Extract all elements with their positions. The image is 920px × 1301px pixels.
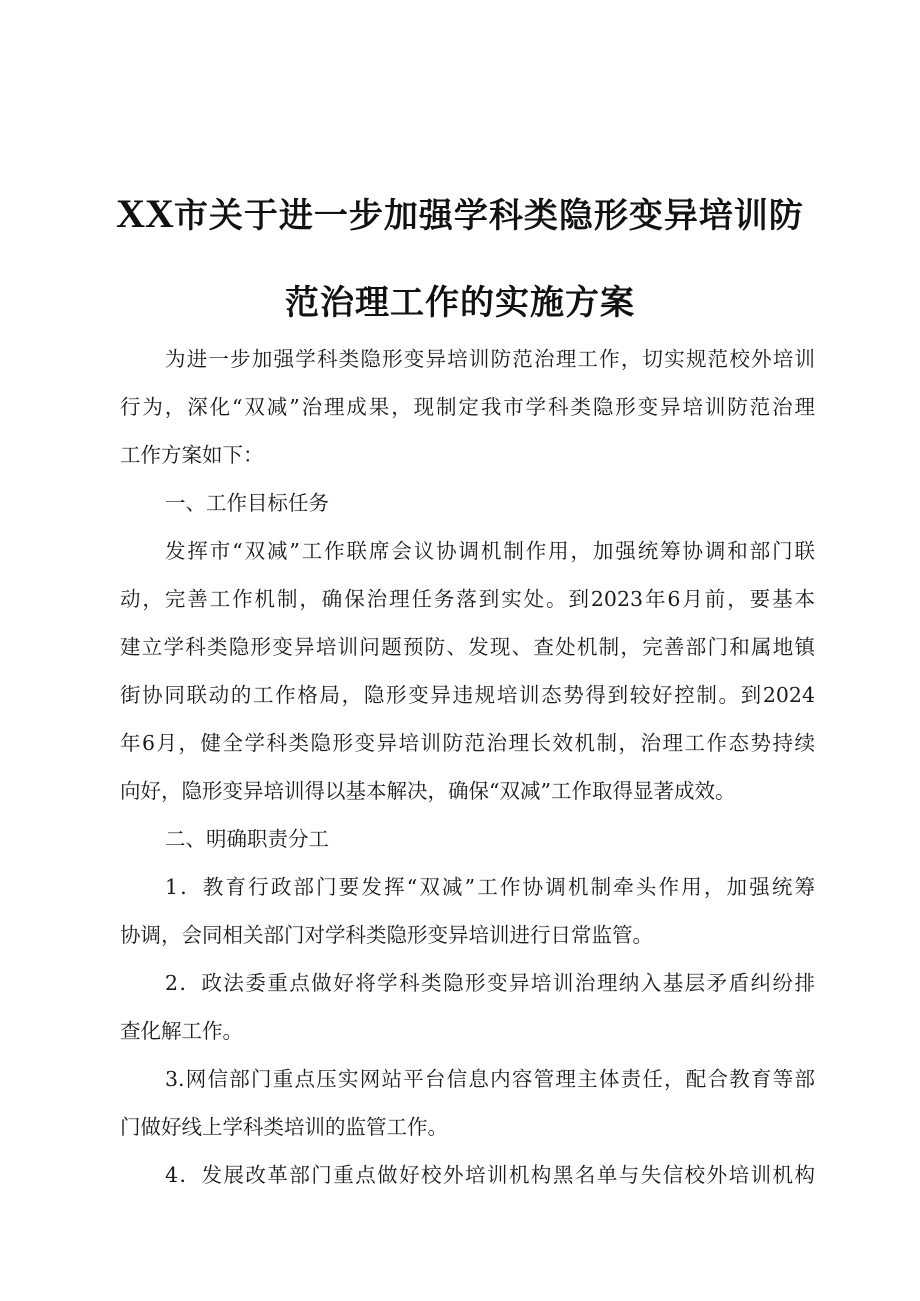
item-2-line-1: 2．政法委重点做好将学科类隐形变异培训治理纳入基层矛盾纠纷排 — [165, 971, 815, 995]
item-1-line-1: 1．教育行政部门要发挥“双减”工作协调机制牵头作用，加强统筹 — [165, 875, 815, 899]
section-1-line-2: 动，完善工作机制，确保治理任务落到实处。到2023年6月前，要基本 — [120, 587, 815, 611]
intro-line-1: 为进一步加强学科类隐形变异培训防范治理工作，切实规范校外培训 — [165, 347, 815, 371]
document-title-line-2: 范治理工作的实施方案 — [285, 283, 635, 323]
section-1-line-3: 建立学科类隐形变异培训问题预防、发现、查处机制，完善部门和属地镇 — [120, 635, 815, 659]
document-title-line-1 — [100, 188, 820, 237]
section-1-line-4: 街协同联动的工作格局，隐形变异违规培训态势得到较好控制。到2024 — [120, 683, 815, 707]
item-3-line-2: 门做好线上学科类培训的监管工作。 — [120, 1115, 448, 1139]
intro-line-2: 行为，深化“双减”治理成果，现制定我市学科类隐形变异培训防范治理 — [120, 395, 815, 419]
section-1-line-6: 向好，隐形变异培训得以基本解决，确保“双减”工作取得显著成效。 — [120, 779, 736, 803]
title-line-1-text: 市关于进一步加强学科类隐形变异培训防 — [173, 196, 804, 236]
title-city-placeholder: XX — [116, 191, 174, 236]
section-2-heading: 二、明确职责分工 — [165, 827, 329, 851]
section-1-line-5: 年6月，健全学科类隐形变异培训防范治理长效机制，治理工作态势持续 — [120, 731, 815, 755]
item-1-line-2: 协调，会同相关部门对学科类隐形变异培训进行日常监管。 — [120, 923, 653, 947]
intro-line-3: 工作方案如下： — [120, 443, 264, 467]
section-1-heading: 一、工作目标任务 — [165, 491, 329, 515]
section-1-line-1: 发挥市“双减”工作联席会议协调机制作用，加强统筹协调和部门联 — [165, 539, 815, 563]
item-2-line-2: 查化解工作。 — [120, 1019, 243, 1043]
item-4-line-1: 4．发展改革部门重点做好校外培训机构黑名单与失信校外培训机构 — [165, 1163, 815, 1187]
item-3-line-1: 3.网信部门重点压实网站平台信息内容管理主体责任，配合教育等部 — [165, 1067, 815, 1091]
